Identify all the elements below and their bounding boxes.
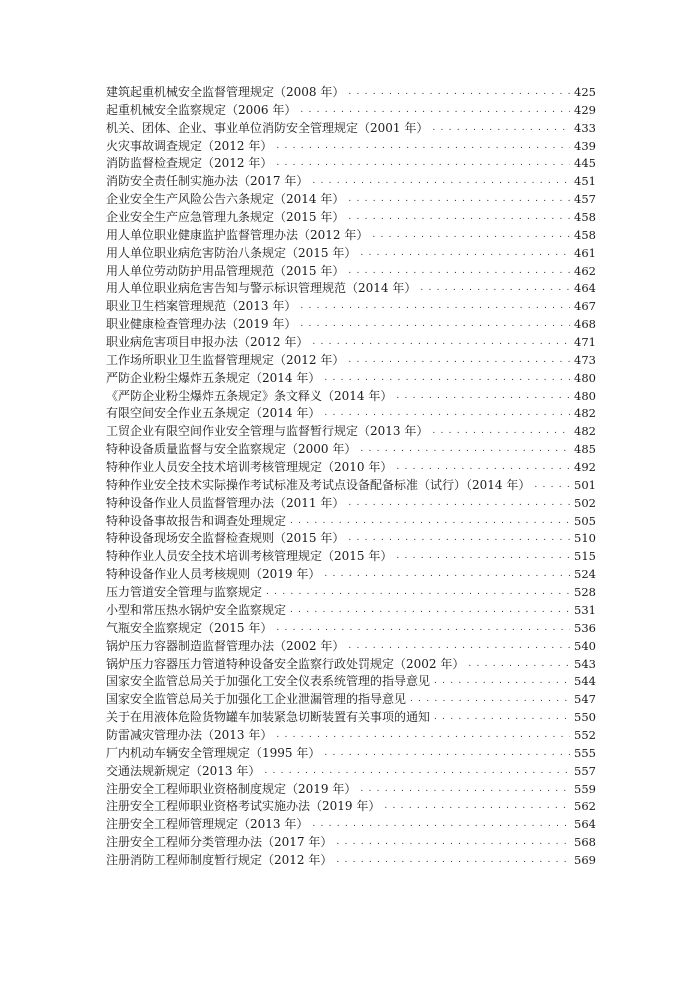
toc-entry-title: 有限空间安全作业五条规定（2014 年） [106,406,321,421]
toc-entry[interactable] [106,781,596,799]
toc-entry-title: 消防安全责任制实施办法（2017 年） [106,174,309,189]
toc-dot-leader [420,280,570,298]
toc-dot-leader [276,155,570,173]
toc-dot-leader [290,602,570,620]
table-of-contents [106,84,596,870]
toc-dot-leader [360,781,570,799]
toc-entry-page-number: 425 [574,85,596,99]
toc-entry[interactable] [106,388,596,406]
toc-entry-title: 用人单位职业病危害告知与警示标识管理规范（2014 年） [106,281,417,296]
toc-dot-leader [312,334,570,352]
toc-entry[interactable] [106,316,596,334]
toc-entry-title: 消防监督检查规定（2012 年） [106,156,273,171]
toc-dot-leader [432,120,570,138]
toc-entry-page-number: 510 [574,531,596,546]
toc-entry[interactable] [106,370,596,388]
toc-dot-leader [348,352,570,370]
toc-dot-leader [348,263,570,281]
toc-dot-leader [300,102,570,120]
toc-dot-leader [410,691,570,709]
toc-entry[interactable] [106,227,596,245]
toc-entry-page-number: 540 [574,638,596,653]
toc-entry-title: 厂内机动车辆安全管理规定（1995 年） [106,745,321,760]
toc-entry-page-number: 458 [574,227,596,242]
toc-dot-leader [324,405,570,423]
toc-entry-title: 起重机械安全监察规定（2006 年） [106,102,297,117]
toc-entry-page-number: 468 [574,317,596,332]
toc-dot-leader [434,709,570,727]
toc-entry-page-number: 505 [574,513,596,528]
toc-entry-page-number: 433 [574,120,596,135]
toc-dot-leader [384,798,570,816]
toc-entry[interactable] [106,691,596,709]
toc-entry[interactable] [106,566,596,584]
toc-dot-leader [348,638,570,656]
toc-entry-title: 职业卫生档案管理规范（2013 年） [106,299,297,314]
toc-entry-title: 注册安全工程师管理规定（2013 年） [106,817,309,832]
toc-entry[interactable] [106,798,596,816]
toc-entry-title: 建筑起重机械安全监督管理规定（2008 年） [106,85,345,99]
toc-entry-title: 防雷减灾管理办法（2013 年） [106,727,273,742]
toc-entry-page-number: 531 [574,602,596,617]
toc-entry[interactable] [106,602,596,620]
toc-entry-title: 国家安全监管总局关于加强化工安全仪表系统管理的指导意见 [106,674,431,689]
toc-entry-title: 企业安全生产应急管理九条规定（2015 年） [106,210,345,225]
toc-entry-title: 火灾事故调查规定（2012 年） [106,138,273,153]
toc-entry[interactable] [106,584,596,602]
toc-entry[interactable] [106,673,596,691]
toc-dot-leader [360,441,570,459]
toc-entry-title: 用人单位职业病危害防治八条规定（2015 年） [106,245,357,260]
toc-entry-title: 特种设备作业人员考核规则（2019 年） [106,567,321,582]
toc-entry-page-number: 515 [574,549,596,564]
toc-entry-page-number: 462 [574,263,596,278]
toc-entry-page-number: 445 [574,156,596,171]
toc-dot-leader [276,138,570,156]
toc-entry[interactable] [106,477,596,495]
toc-entry-title: 职业病危害项目申报办法（2012 年） [106,335,309,350]
toc-entry[interactable] [106,816,596,834]
toc-dot-leader [348,495,570,513]
toc-entry[interactable] [106,263,596,281]
toc-entry-title: 注册消防工程师制度暂行规定（2012 年） [106,852,333,867]
toc-entry-page-number: 458 [574,210,596,225]
toc-dot-leader [348,209,570,227]
toc-entry-page-number: 467 [574,299,596,314]
toc-entry-page-number: 482 [574,406,596,421]
toc-entry-title: 机关、团体、企业、事业单位消防安全管理规定（2001 年） [106,120,429,135]
toc-entry-page-number: 569 [574,852,596,867]
toc-entry[interactable] [106,191,596,209]
toc-entry[interactable] [106,656,596,674]
toc-entry[interactable] [106,352,596,370]
toc-entry-page-number: 501 [574,477,596,492]
toc-entry-page-number: 492 [574,460,596,475]
toc-dot-leader [372,227,570,245]
toc-entry[interactable] [106,548,596,566]
toc-entry-page-number: 482 [574,424,596,439]
toc-entry-title: 特种作业人员安全技术培训考核管理规定（2015 年） [106,549,393,564]
toc-dot-leader [468,656,570,674]
toc-entry-page-number: 480 [574,388,596,403]
toc-entry[interactable] [106,495,596,513]
toc-entry[interactable] [106,84,596,102]
toc-entry-title: 企业安全生产风险公告六条规定（2014 年） [106,192,345,207]
toc-entry-page-number: 536 [574,620,596,635]
toc-dot-leader [324,745,570,763]
toc-entry[interactable] [106,852,596,870]
toc-dot-leader [348,84,570,102]
toc-entry-title: 注册安全工程师分类管理办法（2017 年） [106,835,333,850]
toc-entry-title: 特种设备事故报告和调查处理规定 [106,513,287,528]
toc-entry-page-number: 568 [574,835,596,850]
toc-dot-leader [312,173,570,191]
toc-dot-leader [300,298,570,316]
toc-entry[interactable] [106,102,596,120]
toc-entry[interactable] [106,209,596,227]
toc-dot-leader [300,316,570,334]
toc-entry-page-number: 473 [574,352,596,367]
toc-entry-title: 特种作业人员安全技术培训考核管理规定（2010 年） [106,460,393,475]
toc-entry-page-number: 457 [574,192,596,207]
toc-entry[interactable] [106,280,596,298]
toc-entry-page-number: 557 [574,763,596,778]
toc-dot-leader [336,834,570,852]
toc-entry[interactable] [106,709,596,727]
toc-entry[interactable] [106,155,596,173]
toc-entry-title: 用人单位职业健康监护监督管理办法（2012 年） [106,227,369,242]
toc-entry[interactable] [106,620,596,638]
toc-entry-title: 注册安全工程师职业资格制度规定（2019 年） [106,781,357,796]
toc-entry-page-number: 451 [574,174,596,189]
toc-entry[interactable] [106,763,596,781]
toc-entry-title: 工贸企业有限空间作业安全管理与监督暂行规定（2013 年） [106,424,429,439]
toc-entry-page-number: 524 [574,567,596,582]
toc-entry[interactable] [106,138,596,156]
toc-entry-page-number: 562 [574,799,596,814]
toc-entry-page-number: 544 [574,674,596,689]
toc-dot-leader [348,530,570,548]
toc-entry[interactable] [106,459,596,477]
toc-entry-title: 交通法规新规定（2013 年） [106,763,261,778]
toc-entry-page-number: 559 [574,781,596,796]
toc-entry[interactable] [106,745,596,763]
toc-entry[interactable] [106,423,596,441]
toc-entry[interactable] [106,405,596,423]
toc-dot-leader [360,245,570,263]
toc-entry[interactable] [106,334,596,352]
toc-dot-leader [264,763,570,781]
toc-entry-title: 用人单位劳动防护用品管理规范（2015 年） [106,263,345,278]
toc-entry[interactable] [106,441,596,459]
toc-dot-leader [324,566,570,584]
toc-entry-title: 特种设备质量监督与安全监察规定（2000 年） [106,442,357,457]
toc-entry[interactable] [106,298,596,316]
toc-entry-page-number: 528 [574,585,596,600]
toc-entry[interactable] [106,530,596,548]
toc-entry-title: 锅炉压力容器制造监督管理办法（2002 年） [106,638,345,653]
toc-entry-page-number: 555 [574,745,596,760]
toc-entry-title: 特种作业安全技术实际操作考试标准及考试点设备配备标准（试行）（2014 年） [106,477,531,492]
toc-entry-title: 关于在用液体危险货物罐车加装紧急切断装置有关事项的通知 [106,710,431,725]
toc-entry[interactable] [106,727,596,745]
toc-entry[interactable] [106,638,596,656]
toc-dot-leader [324,370,570,388]
toc-entry-title: 特种设备现场安全监督检查规则（2015 年） [106,531,345,546]
toc-entry-page-number: 464 [574,281,596,296]
toc-entry-page-number: 485 [574,442,596,457]
toc-entry-title: 注册安全工程师职业资格考试实施办法（2019 年） [106,799,381,814]
toc-entry-title: 职业健康检查管理办法（2019 年） [106,317,297,332]
toc-dot-leader [534,477,570,495]
toc-dot-leader [290,513,570,531]
toc-dot-leader [266,584,570,602]
toc-dot-leader [396,548,570,566]
toc-entry[interactable] [106,120,596,138]
toc-entry-title: 国家安全监管总局关于加强化工企业泄漏管理的指导意见 [106,692,407,707]
toc-entry[interactable] [106,173,596,191]
toc-dot-leader [348,191,570,209]
toc-entry-title: 严防企业粉尘爆炸五条规定（2014 年） [106,370,321,385]
toc-dot-leader [396,388,570,406]
toc-dot-leader [336,852,570,870]
toc-entry-page-number: 429 [574,102,596,117]
toc-entry-page-number: 550 [574,710,596,725]
toc-entry-page-number: 471 [574,335,596,350]
toc-dot-leader [276,620,570,638]
toc-entry-page-number: 547 [574,692,596,707]
toc-entry-title: 工作场所职业卫生监督管理规定（2012 年） [106,352,345,367]
toc-entry-page-number: 552 [574,727,596,742]
toc-entry-title: 压力管道安全管理与监察规定 [106,585,263,600]
toc-entry-page-number: 461 [574,245,596,260]
toc-entry[interactable] [106,834,596,852]
toc-dot-leader [432,423,570,441]
toc-dot-leader [312,816,570,834]
toc-entry-title: 《严防企业粉尘爆炸五条规定》条文释义（2014 年） [106,388,393,403]
toc-entry-title: 气瓶安全监察规定（2015 年） [106,620,273,635]
toc-entry-title: 锅炉压力容器压力管道特种设备安全监察行政处罚规定（2002 年） [106,656,465,671]
toc-entry[interactable] [106,513,596,531]
toc-entry-page-number: 564 [574,817,596,832]
toc-entry-page-number: 439 [574,138,596,153]
toc-entry-title: 特种设备作业人员监督管理办法（2011 年） [106,495,345,510]
toc-entry-page-number: 480 [574,370,596,385]
toc-entry-page-number: 543 [574,656,596,671]
toc-entry[interactable] [106,245,596,263]
toc-dot-leader [396,459,570,477]
toc-entry-title: 小型和常压热水锅炉安全监察规定 [106,602,287,617]
toc-entry-page-number: 502 [574,495,596,510]
toc-dot-leader [434,673,570,691]
toc-dot-leader [276,727,570,745]
